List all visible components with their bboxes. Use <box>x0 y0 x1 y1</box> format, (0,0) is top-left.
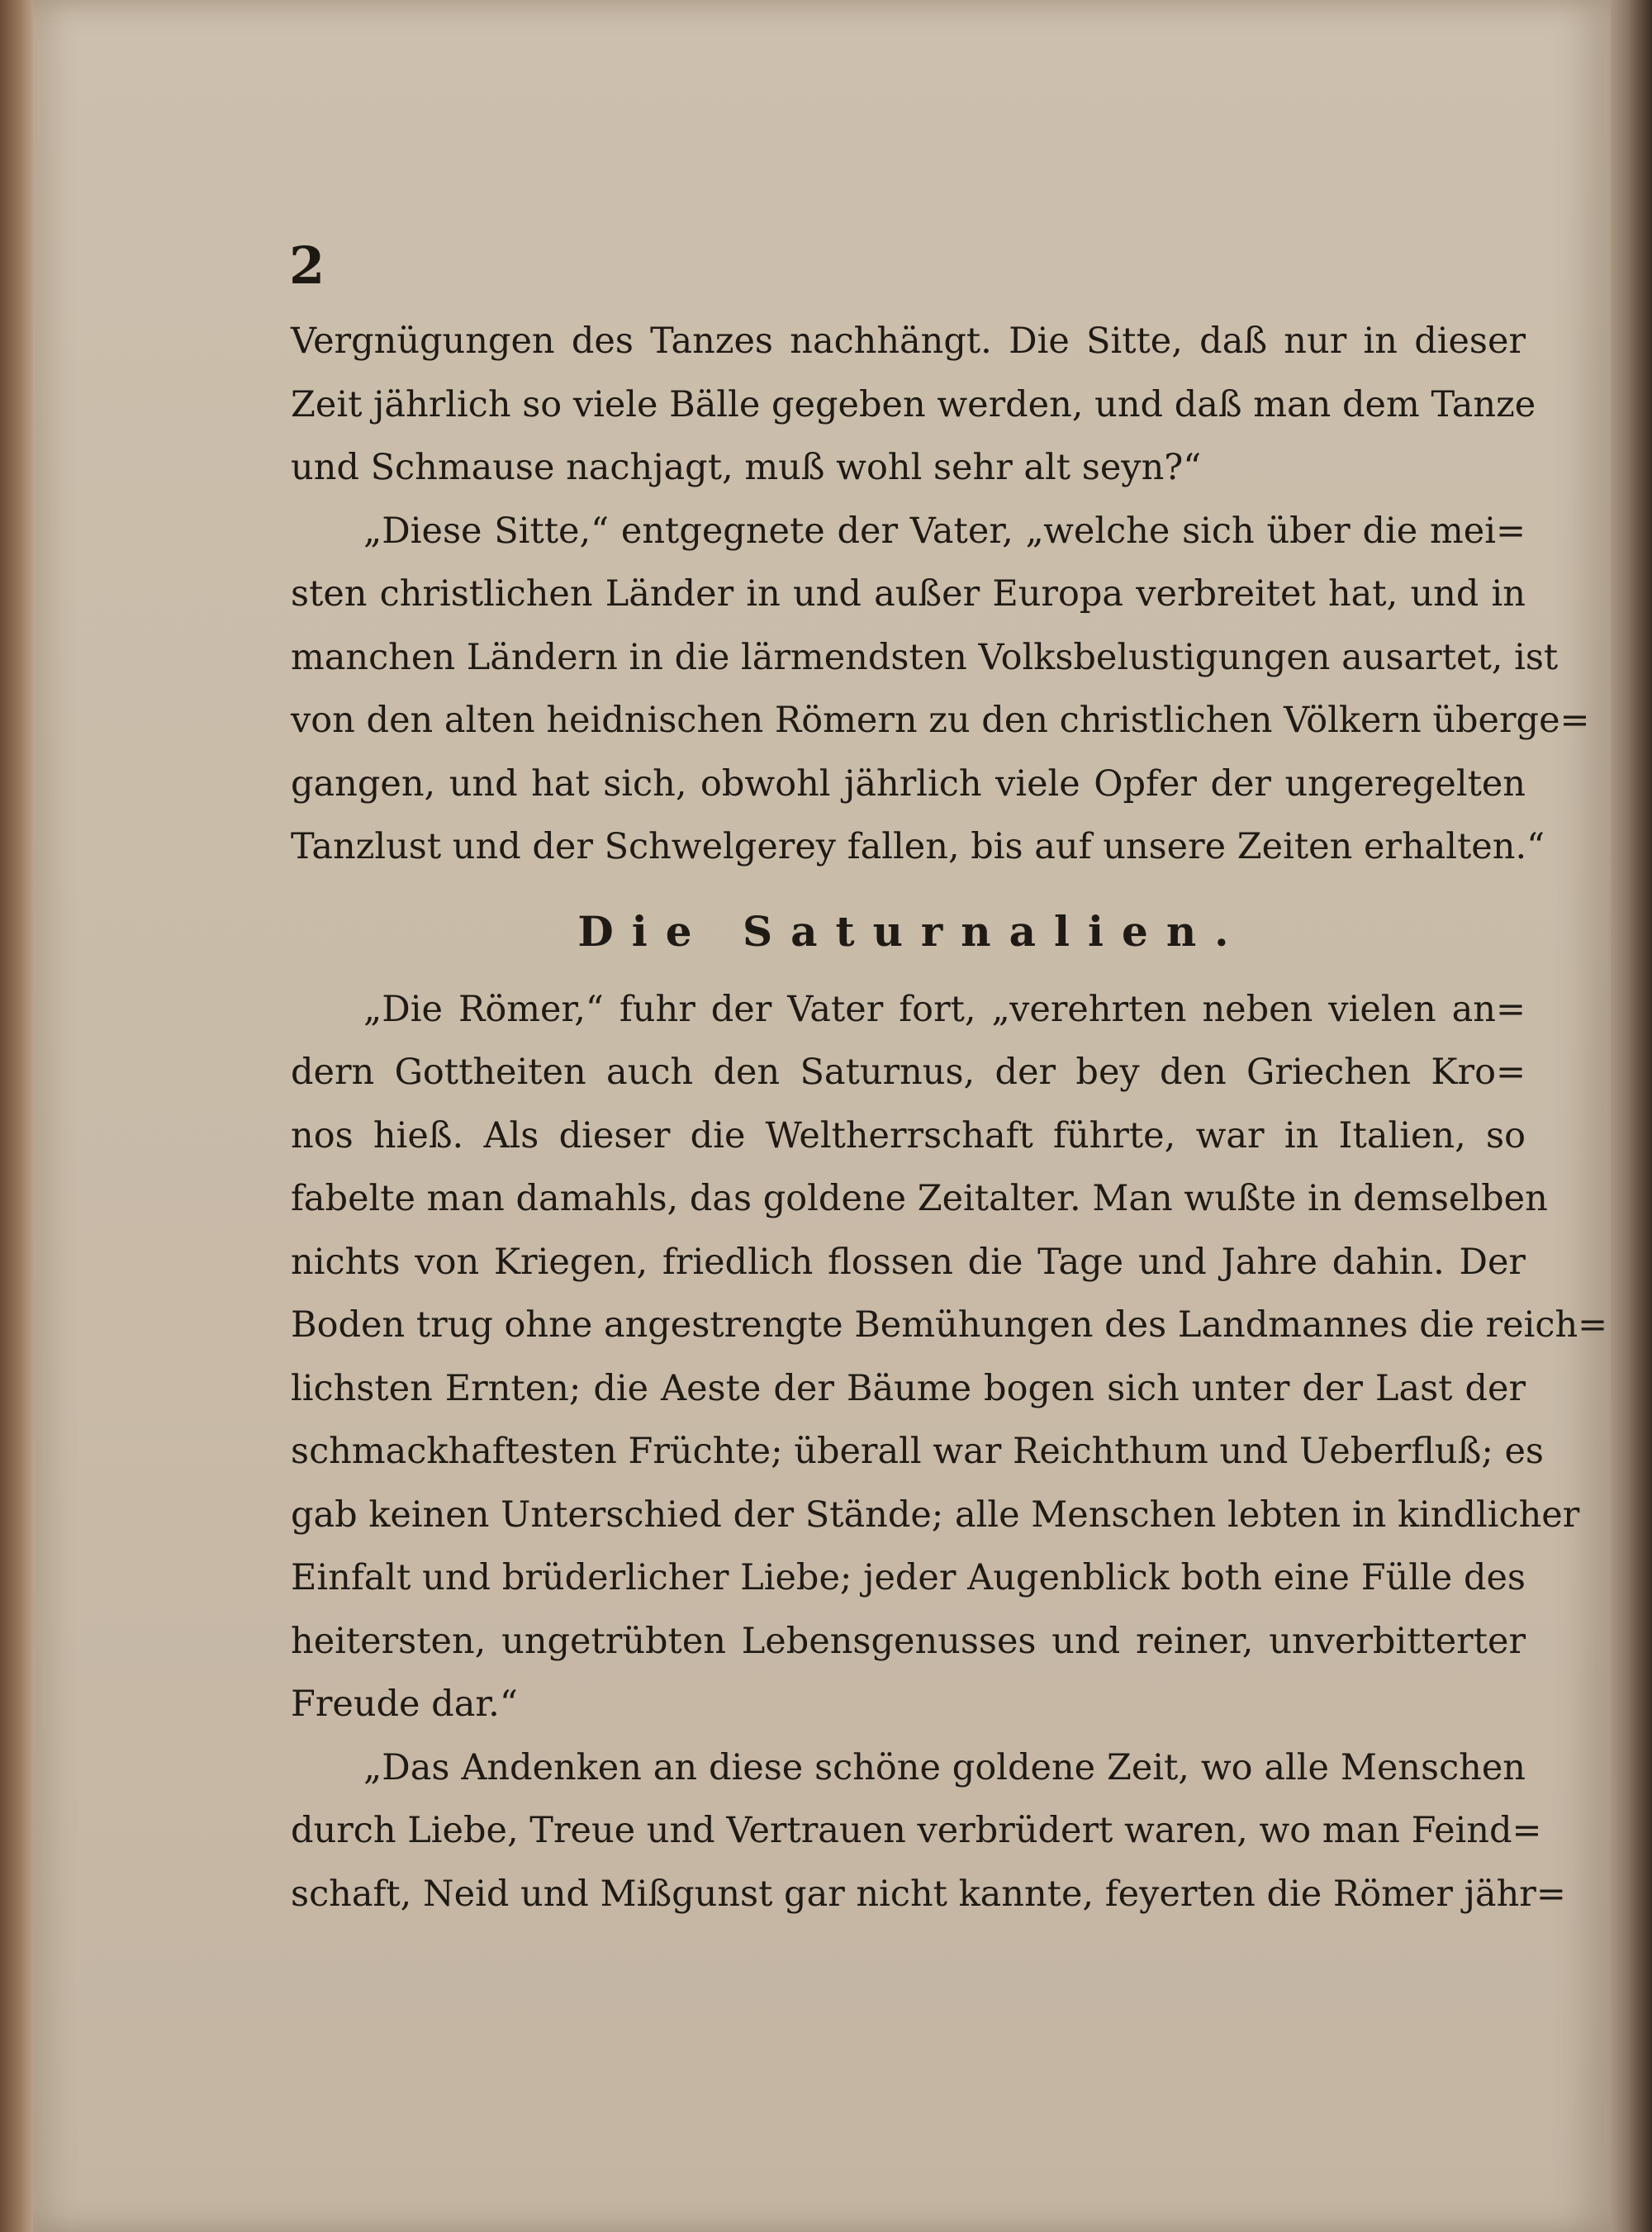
text-line: dern Gottheiten auch den Saturnus, der bey den Griechen Kro= <box>291 1052 1526 1093</box>
text-line: durch Liebe, Treue und Vertrauen verbrüdert waren, wo man Feind= <box>291 1810 1542 1851</box>
text-line: Vergnügungen des Tanzes nachhängt. Die Sitte, daß nur in dieser <box>291 321 1526 362</box>
text-line: nos hieß. Als dieser die Weltherrschaft führte, war in Italien, so <box>291 1114 1526 1156</box>
text-line: nichts von Kriegen, friedlich flossen die Tage und Jahre dahin. Der <box>291 1241 1526 1283</box>
text-line: Einfalt und brüderlicher Liebe; jeder Augenblick both eine Fülle des <box>291 1557 1526 1598</box>
text-line: lichsten Ernten; die Aeste der Bäume bogen sich unter der Last der <box>291 1367 1526 1409</box>
text-line: Boden trug ohne angestrengte Bemühungen des Landmannes die reich= <box>291 1304 1608 1346</box>
page-number: 2 <box>289 235 325 296</box>
page-body-text <box>291 310 1608 1926</box>
text-line: heitersten, ungetrübten Lebensgenusses und reiner, unverbitterter <box>291 1620 1526 1662</box>
text-line: und Schmause nachjagt, muß wohl sehr alt seyn?“ <box>291 447 1202 488</box>
text-line: „Das Andenken an diese schöne goldene Zeit, wo alle Menschen <box>363 1746 1526 1788</box>
text-line: sten christlichen Länder in und außer Europa verbreitet hat, und in <box>291 573 1526 615</box>
text-line: gab keinen Unterschied der Stände; alle Menschen lebten in kindlicher <box>291 1494 1580 1536</box>
text-line: Freude dar.“ <box>291 1683 518 1725</box>
text-line: Tanzlust und der Schwelgerey fallen, bis auf unsere Zeiten erhalten.“ <box>291 826 1545 867</box>
text-line: von den alten heidnischen Römern zu den christlichen Völkern überge= <box>291 700 1590 741</box>
text-line: schaft, Neid und Mißgunst gar nicht kannte, feyerten die Römer jähr= <box>291 1873 1566 1915</box>
text-line: fabelte man damahls, das goldene Zeitalter. Man wußte in demselben <box>291 1178 1548 1219</box>
section-heading: Die Saturnalien. <box>577 906 1247 956</box>
text-line: schmackhaftesten Früchte; überall war Reichthum und Ueberfluß; es <box>291 1431 1544 1472</box>
text-line: manchen Ländern in die lärmendsten Volksbelustigungen ausartet, ist <box>291 636 1559 678</box>
text-line: gangen, und hat sich, obwohl jährlich viele Opfer der ungeregelten <box>291 762 1526 805</box>
text-line: „Die Römer,“ fuhr der Vater fort, „verehrten neben vielen an= <box>363 988 1526 1030</box>
page-right-edge <box>1611 0 1652 2232</box>
text-line: „Diese Sitte,“ entgegnete der Vater, „welche sich über die mei= <box>363 510 1526 552</box>
book-spine-edge <box>0 0 33 2232</box>
text-line: Zeit jährlich so viele Bälle gegeben werden, und daß man dem Tanze <box>291 383 1536 425</box>
